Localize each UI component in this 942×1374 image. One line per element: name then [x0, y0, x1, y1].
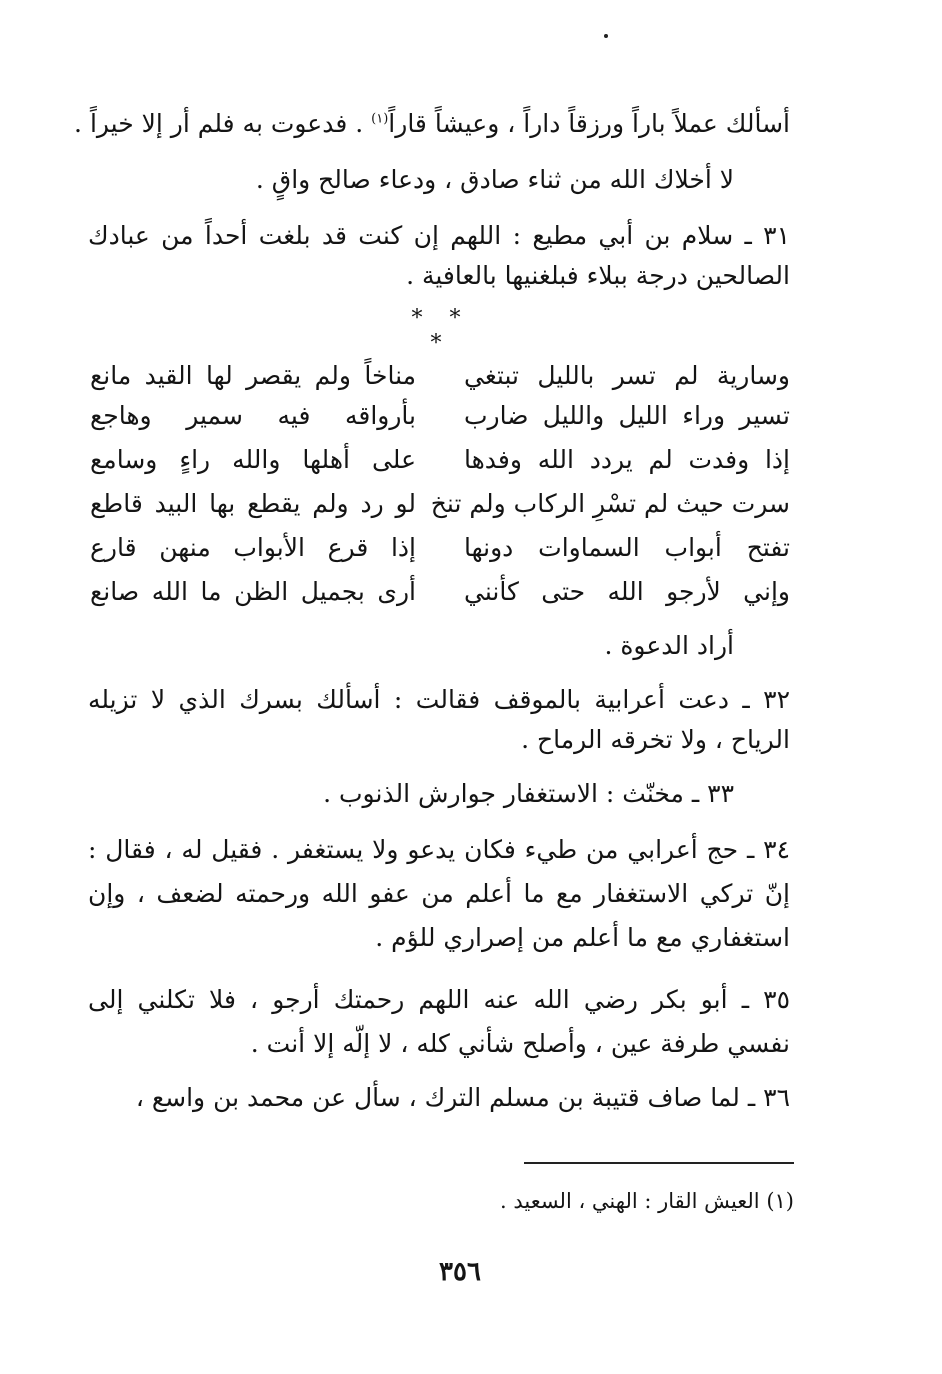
text-line-10: إنّ تركي الاستغفار مع ما أعلم من عفو الله ورحمته لضعف ، وإن: [88, 879, 790, 908]
text-line-12: ٣٥ ـ أبو بكر رضي الله عنه اللهم رحمتك أرجو ، فلا تكلني إلى: [88, 985, 790, 1014]
text-line-14: ٣٦ ـ لما صاف قتيبة بن مسلم الترك ، سأل عن محمد بن واسع ،: [135, 1083, 790, 1112]
footnote-ref: (١): [371, 111, 389, 127]
poem-verse-left: إذا قرع الأبواب منهن قارع: [90, 533, 416, 562]
poem-verse-right: سرت حيث لم تسْرِ الركاب ولم تنخ: [430, 489, 790, 518]
text-line-4: الصالحين درجة ببلاء فبلغنيها بالعافية .: [406, 261, 790, 290]
text-line-11: استغفاري مع ما أعلم من إصراري للؤم .: [375, 923, 790, 952]
text-line-3: ٣١ ـ سلام بن أبي مطيع : اللهم إن كنت قد بلغت أحداً من عبادك: [88, 221, 790, 250]
page-number: ٣٥٦: [439, 1257, 481, 1287]
text-line-7: الرياح ، ولا تخرقه الرماح .: [521, 725, 790, 754]
poem-verse-right: وإني لأرجو الله حتى كأنني: [464, 577, 790, 606]
poem-verse-right: تسير وراء الليل والليل ضارب: [464, 401, 790, 430]
poem-verse-right: إذا وفدت لم يردد الله وفدها: [464, 445, 790, 474]
text-line-8: ٣٣ ـ مخنّث : الاستغفار جوارش الذنوب .: [323, 779, 734, 808]
footnote-divider: [524, 1162, 794, 1164]
poem-verse-left: على أهلها والله راءٍ وسامع: [90, 445, 416, 474]
poem-verse-left: مناخاً ولم يقصر لها القيد مانع: [90, 361, 416, 390]
footnote: (١) العيش القار : الهني ، السعيد .: [499, 1189, 794, 1213]
text-line-1-main: أسألك عملاً باراً ورزقاً داراً ، وعيشاً قاراً: [388, 109, 790, 138]
text-line-9: ٣٤ ـ حج أعرابي من طيء فكان يدعو ولا يستغفر . فقيل له ، فقال :: [88, 835, 790, 864]
text-line-1-tail: . فدعوت به فلم أر إلا خيراً .: [74, 109, 372, 138]
section-separator: * * *: [411, 306, 471, 356]
text-line-6: ٣٢ ـ دعت أعرابية بالموقف فقالت : أسألك بسرك الذي لا تزيله: [88, 685, 790, 714]
text-line-13: نفسي طرفة عين ، وأصلح شأني كله ، لا إلّه إلا أنت .: [250, 1029, 790, 1058]
poem-verse-right: تفتح أبواب السماوات دونها: [464, 533, 790, 562]
text-line-5: أراد الدعوة .: [604, 631, 734, 660]
text-line-1: [74, 104, 790, 144]
poem-verse-left: لو رد ولم يقطع بها البيد قاطع: [90, 489, 416, 518]
poem-verse-left: بأرواقه فيه سمير وهاجع: [90, 401, 416, 430]
ink-dot: [604, 34, 608, 38]
poem-verse-left: أرى بجميل الظن ما الله صانع: [90, 577, 416, 606]
poem-verse-right: وسارية لم تسر بالليل تبتغي: [464, 361, 790, 390]
text-line-2: لا أخلاك الله من ثناء صادق ، ودعاء صالح واقٍ .: [255, 165, 734, 194]
